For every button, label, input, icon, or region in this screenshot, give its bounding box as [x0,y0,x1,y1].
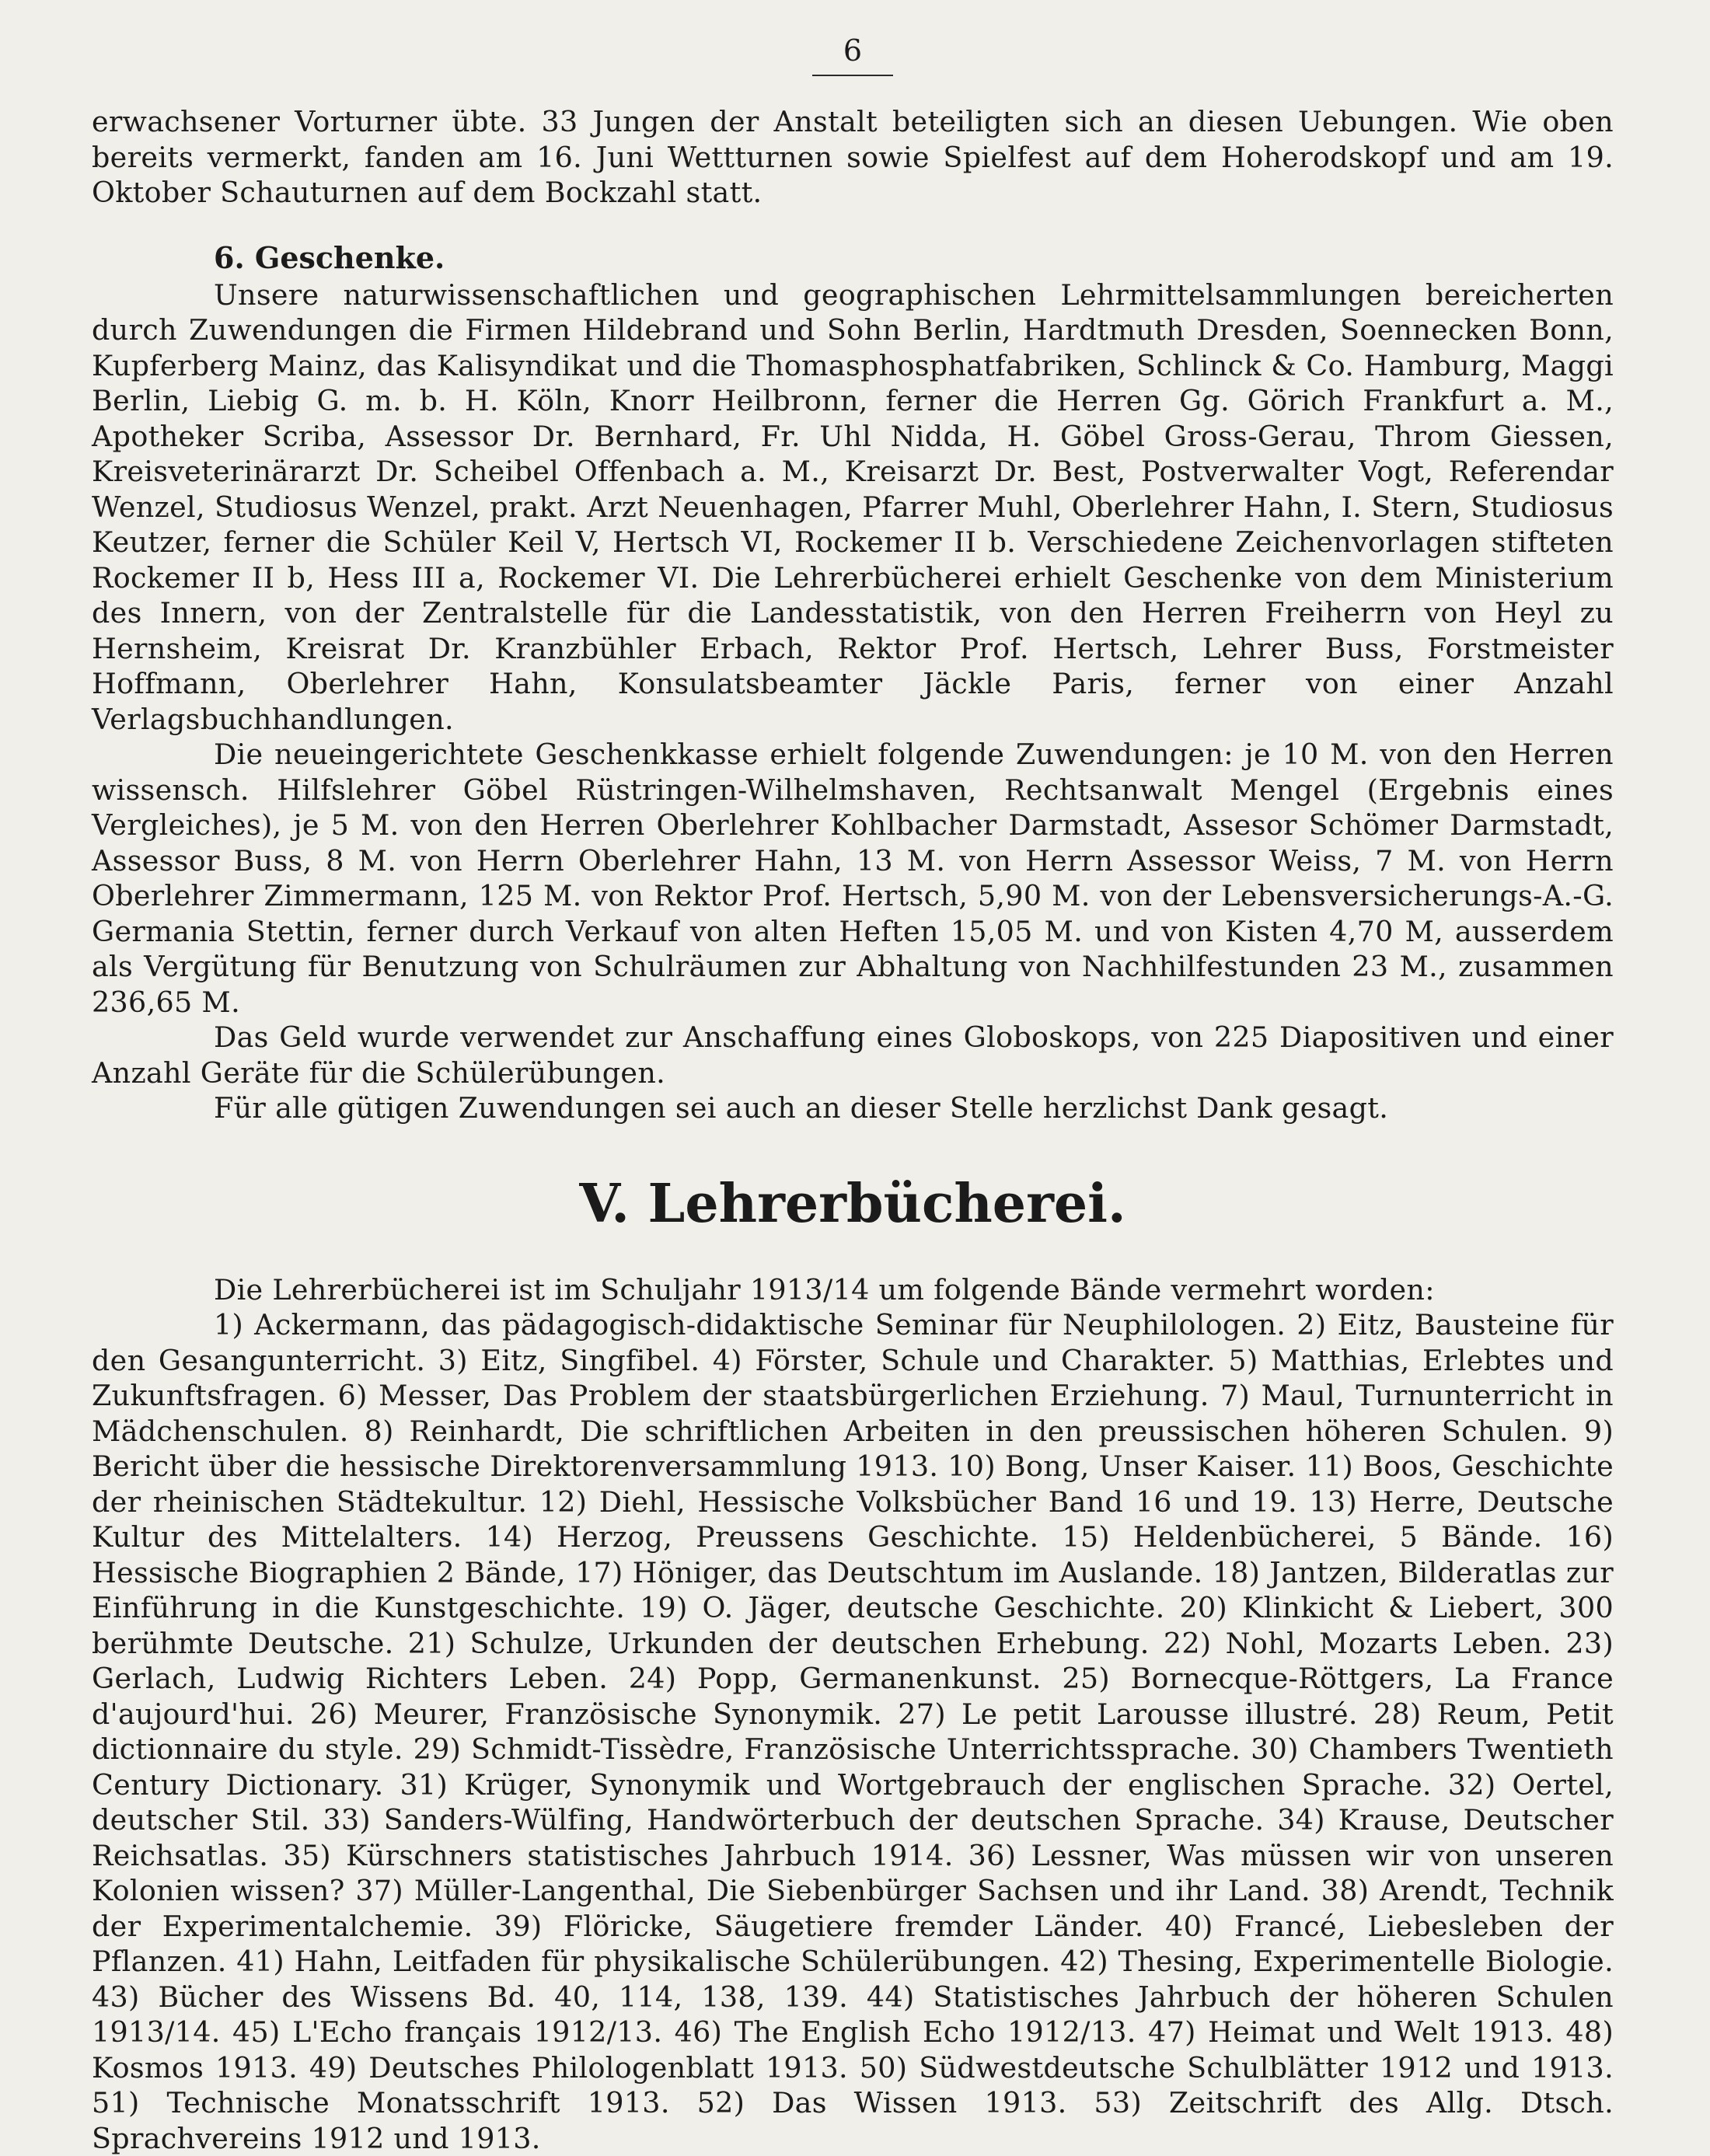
gifts-paragraph-3: Das Geld wurde verwendet zur Anschaffung eines Globoskops, von 225 Diapositiven und einer Anzahl Geräte für die Schülerübungen. [92,1020,1614,1090]
library-book-list: 1) Ackermann, das pädagogisch-didaktische Seminar für Neuphilologen. 2) Eitz, Bausteine für den Gesangunterricht. 3) Eitz, Singfibel. 4) Förster, Schule und Charakter. 5) Matthias, Erlebtes und Zukunftsfragen. 6) Messer, Das Problem der staatsbürgerlichen Erziehung. 7) Maul, Turnunterricht in Mädchenschulen. 8) Reinhardt, Die schriftlichen Arbeiten in den preussischen höheren Schulen. 9) Bericht über die hessische Direktorenversammlung 1913. 10) Bong, Unser Kaiser. 11) Boos, Geschichte der rheinischen Städtekultur. 12) Diehl, Hessische Volksbücher Band 16 und 19. 13) Herre, Deutsche Kultur des Mittelalters. 14) Herzog, Preussens Geschichte. 15) Heldenbücherei, 5 Bände. 16) Hessische Biographien 2 Bände, 17) Höniger, das Deutschtum im Auslande. 18) Jantzen, Bilderatlas zur Einführung in die Kunstgeschichte. 19) O. Jäger, deutsche Geschichte. 20) Klinkicht & Liebert, 300 berühmte Deutsche. 21) Schulze, Urkunden der deutschen Erhebung. 22) Nohl, Mozarts Leben. 23) Gerlach, Ludwig Richters Leben. 24) Popp, Germanenkunst. 25) Bornecque-Röttgers, La France d'aujourd'hui. 26) Meurer, Französische Synonymik. 27) Le petit Larousse illustré. 28) Reum, Petit dictionnaire du style. 29) Schmidt-Tissèdre, Französische Unterrichtssprache. 30) Chambers Twentieth Century Dictionary. 31) Krüger, Synonymik und Wortgebrauch der englischen Sprache. 32) Oertel, deutscher Stil. 33) Sanders-Wülfing, Handwörterbuch der deutschen Sprache. 34) Krause, Deutscher Reichsatlas. 35) Kürschners statistisches Jahrbuch 1914. 36) Lessner, Was müssen wir von unseren Kolonien wissen? 37) Müller-Langenthal, Die Siebenbürger Sachsen und ihr Land. 38) Arendt, Technik der Experimentalchemie. 39) Flöricke, Säugetiere fremder Länder. 40) Francé, Liebesleben der Pflanzen. 41) Hahn, Leitfaden für physikalische Schülerübungen. 42) Thesing, Experimentelle Biologie. 43) Bücher des Wissens Bd. 40, 114, 138, 139. 44) Statistisches Jahrbuch der höheren Schulen 1913/14. 45) L'Echo français 1912/13. 46) The English Echo 1912/13. 47) Heimat und Welt 1913. 48) Kosmos 1913. 49) Deutsches Philologenblatt 1913. 50) Südwestdeutsche Schulblätter 1912 und 1913. 51) Technische Monatsschrift 1913. 52) Das Wissen 1913. 53) Zeitschrift des Allg. Dtsch. Sprachvereins 1912 und 1913. [92,1308,1614,2155]
document-page [92,31,1614,2156]
page-number: 6 [843,33,863,68]
intro-paragraph: erwachsener Vorturner übte. 33 Jungen der Anstalt beteiligten sich an diesen Uebungen. Wie oben bereits vermerkt, fanden am 16. Juni Wettturnen sowie Spielfest auf dem Hoherodskopf und am 19. Oktober Schauturnen auf dem Bockzahl statt. [92,105,1614,209]
gifts-paragraph-1: Unsere naturwissenschaftlichen und geographischen Lehrmittelsammlungen bereicherten durch Zuwendungen die Firmen Hildebrand und Sohn Berlin, Hardtmuth Dresden, Soennecken Bonn, Kupferberg Mainz, das Kalisyndikat und die Thomasphosphatfabriken, Schlinck & Co. Hamburg, Maggi Berlin, Liebig G. m. b. H. Köln, Knorr Heilbronn, ferner die Herren Gg. Görich Frankfurt a. M., Apotheker Scriba, Assessor Dr. Bernhard, Fr. Uhl Nidda, H. Göbel Gross-Gerau, Throm Giessen, Kreisveterinärarzt Dr. Scheibel Offenbach a. M., Kreisarzt Dr. Best, Postverwalter Vogt, Referendar Wenzel, Studiosus Wenzel, prakt. Arzt Neuenhagen, Pfarrer Muhl, Oberlehrer Hahn, I. Stern, Studiosus Keutzer, ferner die Schüler Keil V, Hertsch VI, Rockemer II b. Verschiedene Zeichenvorlagen stifteten Rockemer II b, Hess III a, Rockemer VI. Die Lehrerbücherei erhielt Geschenke von dem Ministerium des Innern, von der Zentralstelle für die Landesstatistik, von den Herren Freiherrn von Heyl zu Hernsheim, Kreisrat Dr. Kranzbühler Erbach, Rektor Prof. Hertsch, Lehrer Buss, Forstmeister Hoffmann, Oberlehrer Hahn, Konsulatsbeamter Jäckle Paris, ferner von einer Anzahl Verlagsbuchhandlungen. [92,277,1614,736]
library-intro: Die Lehrerbücherei ist im Schuljahr 1913/14 um folgende Bände vermehrt worden: [214,1272,1435,1307]
section-6-heading: 6. Geschenke. [214,239,445,275]
page-number-rule [812,75,893,76]
gifts-paragraph-2: Die neueingerichtete Geschenkkasse erhielt folgende Zuwendungen: je 10 M. von den Herren wissensch. Hilfslehrer Göbel Rüstringen-Wilhelmshaven, Rechtsanwalt Mengel (Ergebnis eines Vergleiches), je 5 M. von den Herren Oberlehrer Kohlbacher Darmstadt, Assesor Schömer Darmstadt, Assessor Buss, 8 M. von Herrn Oberlehrer Hahn, 13 M. von Herrn Assessor Weiss, 7 M. von Herrn Oberlehrer Zimmermann, 125 M. von Rektor Prof. Hertsch, 5,90 M. von der Lebensversicherungs-A.-G. Germania Stettin, ferner durch Verkauf von alten Heften 15,05 M. und von Kisten 4,70 M, ausserdem als Vergütung für Benutzung von Schulräumen zur Abhaltung von Nachhilfestunden 23 M., zusammen 236,65 M. [92,738,1614,1019]
gifts-paragraph-4: Für alle gütigen Zuwendungen sei auch an dieser Stelle herzlichst Dank gesagt. [214,1091,1389,1125]
section-v-heading: V. Lehrerbücherei. [579,1172,1126,1235]
